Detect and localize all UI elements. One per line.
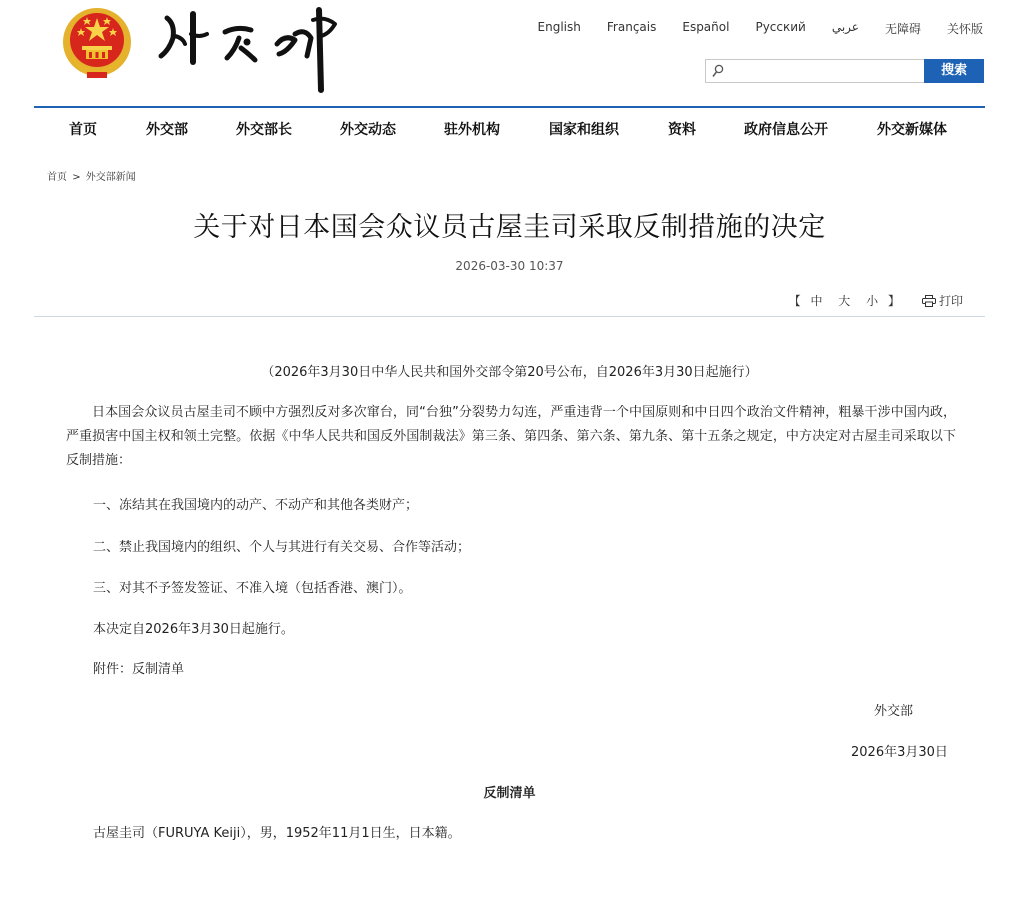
font-size-small[interactable]: 小 (866, 294, 879, 308)
article-tools (789, 292, 963, 309)
font-size-medium[interactable]: 大 (838, 294, 851, 308)
article-intro-paragraph: 日本国会众议员古屋圭司不顾中方强烈反对多次窜台，同“台独”分裂势力勾连，严重违背一个中国原则和中日四个政治文件精神，粗暴干涉中国内政，严重损害中国主权和领土完整。依据《中华人民共和国反外国制裁法》第三条、第四条、第六条、第九条、第十五条之规定，中方决定对古屋圭司采取以下反制措施： (66, 405, 956, 468)
lang-english[interactable]: English (537, 20, 581, 34)
nav-item-resources[interactable]: 资料 (668, 122, 696, 138)
breadcrumb-home[interactable]: 首页 (47, 172, 67, 183)
search-input[interactable] (728, 62, 922, 80)
article-date: 2026-03-30 10:37 (455, 259, 564, 273)
nav-item-diplomatic-news[interactable]: 外交动态 (340, 122, 396, 138)
font-size-switcher (789, 292, 900, 309)
breadcrumb-current[interactable]: 外交部新闻 (85, 172, 136, 183)
breadcrumb (47, 168, 136, 183)
measure-item: 二、禁止我国境内的组织、个人与其进行有关交易、合作等活动； (93, 540, 471, 555)
ministry-calligraphy-logo[interactable] (155, 4, 345, 96)
search-button[interactable]: 搜索 (924, 59, 984, 83)
print-button[interactable] (922, 292, 963, 309)
nav-item-countries-orgs[interactable]: 国家和组织 (549, 122, 619, 138)
attachment-note: 附件：反制清单 (93, 662, 185, 677)
signature-date: 2026年3月30日 (851, 745, 948, 760)
signature: 外交部 (874, 704, 914, 719)
article-title: 关于对日本国会众议员古屋圭司采取反制措施的决定 (193, 212, 826, 243)
lang-arabic[interactable]: عربي (831, 20, 859, 34)
printer-icon (922, 295, 936, 307)
nav-item-minister[interactable]: 外交部长 (236, 122, 292, 138)
elderly-care-link[interactable]: 关怀版 (946, 22, 983, 36)
nav-item-ministry[interactable]: 外交部 (146, 122, 188, 138)
measure-item: 一、冻结其在我国境内的动产、不动产和其他各类财产； (93, 498, 419, 513)
print-label: 打印 (938, 294, 963, 308)
content-divider (34, 316, 985, 317)
effective-date-statement: 本决定自2026年3月30日起施行。 (93, 622, 294, 637)
lang-russian[interactable]: Русский (755, 20, 806, 34)
countermeasure-list-entry: 古屋圭司（FURUYA Keiji），男，1952年11月1日生，日本籍。 (93, 826, 461, 841)
nav-item-missions-abroad[interactable]: 驻外机构 (444, 122, 500, 138)
lang-french[interactable]: Français (606, 20, 657, 34)
font-bracket-open: 【 (788, 294, 801, 308)
nav-top-rule (34, 106, 985, 108)
search-icon (712, 64, 724, 78)
article-subtitle: （2026年3月30日中华人民共和国外交部令第20号公布，自2026年3月30日起施行） (261, 365, 758, 380)
main-nav (34, 110, 985, 146)
language-switcher (512, 20, 983, 37)
search-field-wrapper (705, 59, 924, 83)
breadcrumb-separator: > (72, 172, 81, 183)
font-size-large[interactable]: 中 (810, 294, 823, 308)
national-emblem-logo[interactable] (60, 6, 134, 82)
lang-spanish[interactable]: Español (682, 20, 730, 34)
font-bracket-close: 】 (887, 294, 900, 308)
measure-item: 三、对其不予签发签证、不准入境（包括香港、澳门）。 (93, 581, 412, 596)
search-bar (705, 59, 984, 83)
nav-item-home[interactable]: 首页 (69, 122, 97, 138)
accessibility-link[interactable]: 无障碍 (884, 22, 921, 36)
countermeasure-list-title: 反制清单 (483, 786, 536, 801)
nav-item-new-media[interactable]: 外交新媒体 (877, 122, 947, 138)
nav-item-gov-info[interactable]: 政府信息公开 (744, 122, 828, 138)
